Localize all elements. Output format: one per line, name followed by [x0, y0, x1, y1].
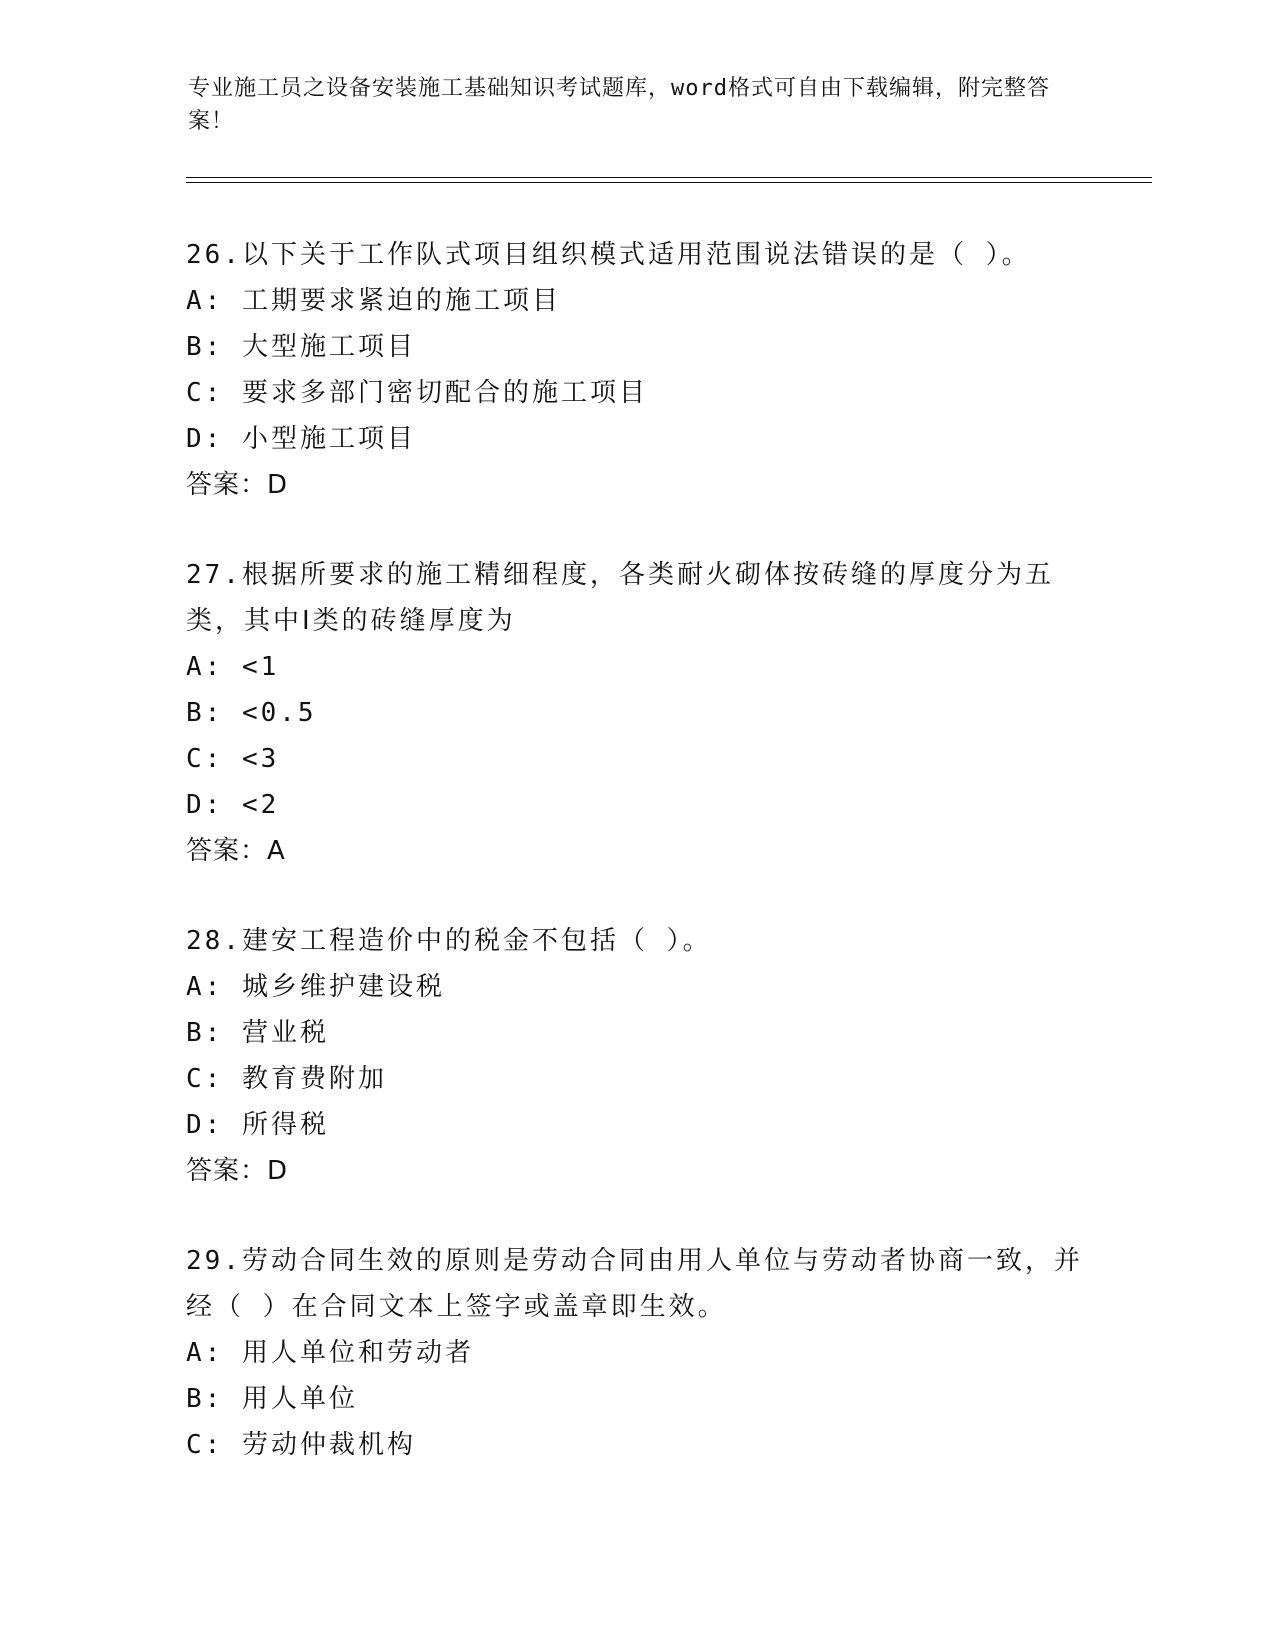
option-a: A: <1 [186, 652, 280, 682]
question-stem: 26.以下关于工作队式项目组织模式适用范围说法错误的是（ ）。 [186, 240, 1031, 270]
option-a: A: 工期要求紧迫的施工项目 [186, 286, 561, 316]
option-c: C: 劳动仲裁机构 [186, 1430, 416, 1460]
question-26 [186, 232, 1086, 508]
header-divider-bottom [186, 182, 1152, 183]
option-c: C: 要求多部门密切配合的施工项目 [186, 378, 648, 408]
document-header [188, 72, 1068, 138]
option-b: B: <0.5 [186, 698, 317, 728]
question-stem: 29.劳动合同生效的原则是劳动合同由用人单位与劳动者协商一致，并经（ ）在合同文本上签字或盖章即生效。 [186, 1246, 1083, 1322]
answer-line: 答案：A [186, 836, 286, 866]
option-b: B: 大型施工项目 [186, 332, 416, 362]
question-27 [186, 552, 1086, 874]
option-c: C: <3 [186, 744, 280, 774]
header-divider-top [186, 177, 1152, 178]
option-b: B: 营业税 [186, 1018, 329, 1048]
question-list [186, 232, 1086, 1512]
question-28 [186, 918, 1086, 1194]
option-a: A: 城乡维护建设税 [186, 972, 445, 1002]
answer-line: 答案：D [186, 1156, 289, 1186]
option-d: D: <2 [186, 790, 280, 820]
option-d: D: 所得税 [186, 1110, 329, 1140]
answer-line: 答案：D [186, 470, 289, 500]
question-stem: 27.根据所要求的施工精细程度，各类耐火砌体按砖缝的厚度分为五类，其中Ⅰ类的砖缝厚度为 [186, 560, 1054, 636]
question-29 [186, 1238, 1086, 1468]
header-text: 专业施工员之设备安装施工基础知识考试题库，word格式可自由下载编辑，附完整答案！ [188, 76, 1050, 134]
option-c: C: 教育费附加 [186, 1064, 387, 1094]
option-a: A: 用人单位和劳动者 [186, 1338, 474, 1368]
option-d: D: 小型施工项目 [186, 424, 416, 454]
option-b: B: 用人单位 [186, 1384, 358, 1414]
question-stem: 28.建安工程造价中的税金不包括（ ）。 [186, 926, 712, 956]
